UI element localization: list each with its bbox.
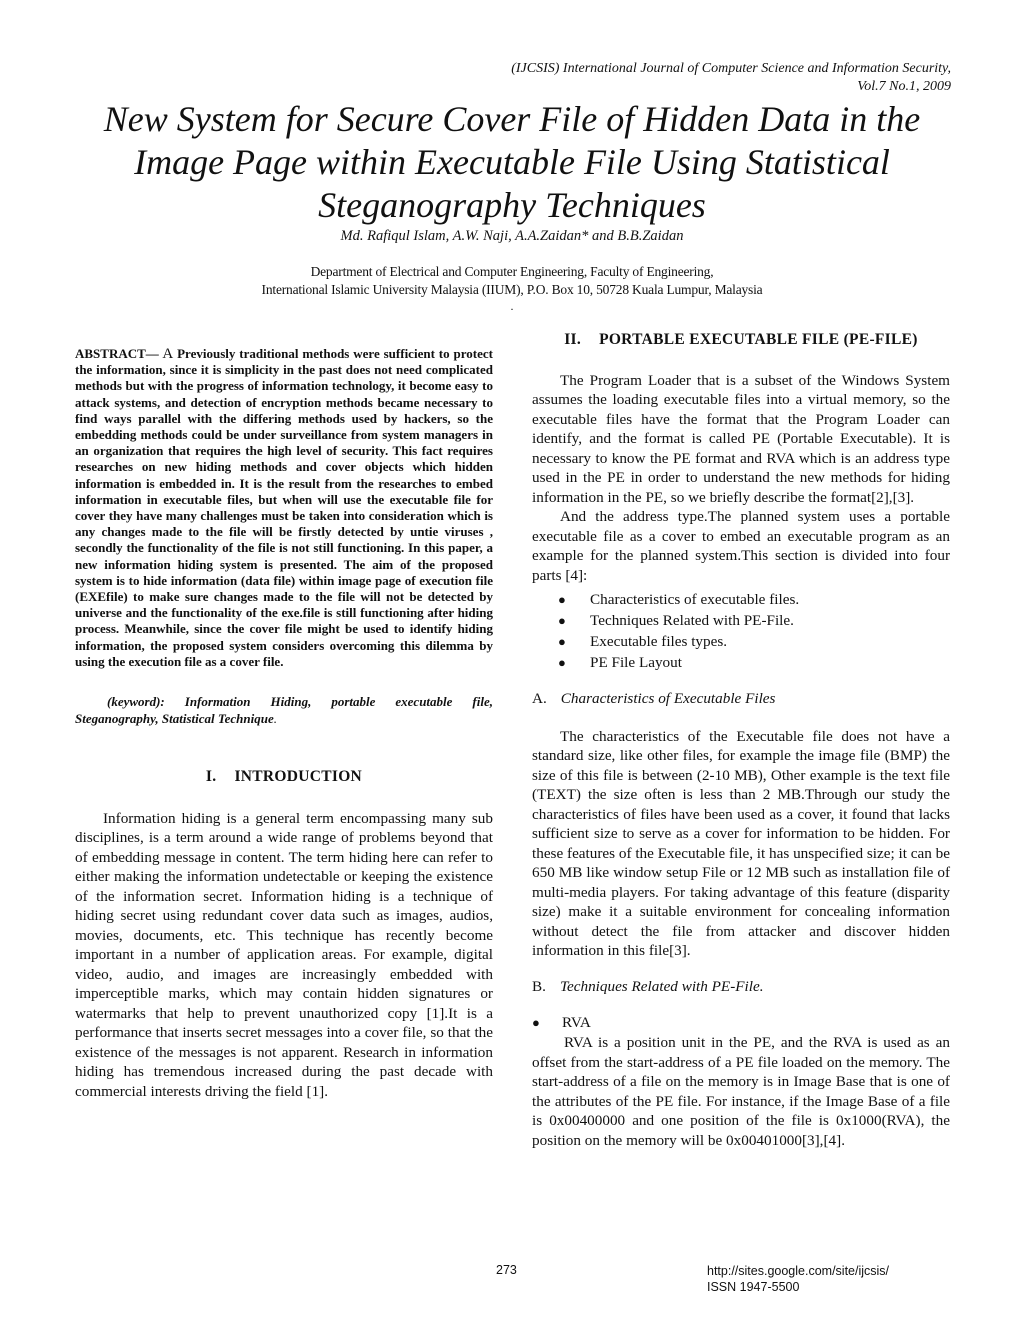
subsection-heading-a <box>532 689 950 709</box>
affiliation <box>60 263 964 299</box>
section-number: I. <box>205 768 217 786</box>
subsection-title: Characteristics of Executable Files <box>560 690 776 707</box>
pe-paragraph-2: And the address type.The planned system uses a portable executable file as a cover to embed an executable program as an example for the planned system.This section is divided into four parts [4]: <box>532 508 950 584</box>
rva-paragraph: RVA is a position unit in the PE, and the RVA is used as an offset from the start-address of a PE file loaded on the memory. The start-address of a file on the memory is in Image Base that is one of the attributes of the PE file. For instance, if the Image Base of a file is 0x00400000 and one position of the file is 0x1000(RVA), the position on the memory will be 0x00401000[3],[4]. <box>532 1034 950 1149</box>
subsection-letter: B. <box>532 977 546 995</box>
left-column <box>75 330 493 1101</box>
subsection-heading-b <box>532 977 950 997</box>
bullet-icon: ● <box>558 592 566 607</box>
abstract <box>75 346 493 670</box>
characteristics-paragraph: The characteristics of the Executable file does not have a standard size, like other files, for example the image file (BMP) the size of this file is between (2-10 MB), Other example is the text file (TEXT) the size often is less than 2 MB.Through our study the characteristics of files have been used as a cover, it found that lacks sufficient size to serve as a cover for information to be hidden. For these features of the Executable file, it has unspecified size; it can be 650 MB like window setup File or 12 MB such as installation file of multi-media players. For taking advantage of this feature (disparity size) make it a suitable environment for concealing information without detect the file from attacker and discover hidden information in this file[3]. <box>532 727 950 959</box>
page-number: 273 <box>496 1263 517 1277</box>
list-item-text: Techniques Related with PE-File. <box>590 612 794 629</box>
right-column <box>532 330 950 1150</box>
affiliation-dot: . <box>510 299 514 313</box>
authors: Md. Rafiqul Islam, A.W. Naji, A.A.Zaidan* and B.B.Zaidan <box>340 228 684 244</box>
abstract-first-letter: A <box>158 346 174 362</box>
subsection-letter: A. <box>532 690 547 707</box>
keywords-end: . <box>273 710 278 726</box>
list-item-text: RVA <box>562 1014 591 1031</box>
subsection-title: Techniques Related with PE-File. <box>559 977 764 995</box>
journal-url[interactable]: http://sites.google.com/site/ijcsis/ <box>707 1264 890 1278</box>
list-item <box>532 610 950 631</box>
list-item <box>532 1012 950 1033</box>
pe-parts-list <box>532 589 950 673</box>
affiliation-line-1: Department of Electrical and Computer Engineering, Faculty of Engineering, <box>310 264 714 279</box>
list-item <box>532 652 950 673</box>
abstract-label: ABSTRACT— <box>75 346 159 361</box>
keywords-text: Information Hiding, portable executable file, Steganography, Statistical Technique <box>75 694 493 726</box>
paper-title: New System for Secure Cover File of Hidden Data in the Image Page within Executable File Using Statistical Steganography Techniques <box>103 99 921 225</box>
list-item <box>532 631 950 652</box>
techniques-list <box>532 1012 950 1033</box>
bullet-icon: ● <box>558 634 566 649</box>
section-number: II. <box>564 331 582 348</box>
journal-volume: Vol.7 No.1, 2009 <box>857 79 951 94</box>
journal-header <box>311 60 951 96</box>
section-title: PORTABLE EXECUTABLE FILE (PE-FILE) <box>599 331 918 348</box>
issn: ISSN 1947-5500 <box>707 1280 800 1294</box>
bullet-icon: ● <box>532 1015 540 1030</box>
list-item-text: Characteristics of executable files. <box>590 591 800 608</box>
keywords <box>75 694 493 727</box>
journal-name: (IJCSIS) International Journal of Computer Science and Information Security, <box>511 61 951 76</box>
intro-paragraph: Information hiding is a general term encompassing many sub disciplines, is a term around a wide range of problems beyond that of embedding message in content. The term hiding here can refer to either making the information undetectable or keeping the existence of the information secret. Information hiding is a technique of hiding secret using redundant cover data such as images, audios, movies, documents, etc. This technique has recently become important in a number of application areas. For example, digital video, audio, and images are increasingly embedded with imperceptible marks, which may contain hidden signatures or watermarks that help to prevent unauthorized copy [1].It is a performance that inserts secret messages into a cover file, so that the existence of the messages is not apparent. Research in information hiding has tremendous increased during the past decade with commercial interests driving the field [1]. <box>75 809 493 1100</box>
pe-paragraph-1: The Program Loader that is a subset of the Windows System assumes the loading executable files into a virtual memory, so the executable files have the format that the Program Loader can identify, and the format is called PE (Portable Executable). It is necessary to know the PE format and RVA which is an address type used in the PE in order to understand the new methods for hiding information in the PE, so we briefly describe the format[2],[3]. <box>532 371 950 506</box>
section-heading-introduction <box>75 767 493 787</box>
bullet-icon: ● <box>558 613 566 628</box>
abstract-text: Previously traditional methods were sufficient to protect the information, since it is simplicity in the past does not need complicated methods but with the progress of information technology, it become easy to attack systems, and detection of encryption methods became necessary to find ways parallel with the differing methods used by hackers, so the embedding methods could be under surveillance from system managers in an organization that requires the high level of security. This fact requires researches on new hiding methods and cover objects which hidden information is embedded in. It is the result from the researches to embed information in executable files, but when will use the executable file for cover they have many challenges must be taken into consideration which is any changes made to the file will be firstly detected by untie viruses , secondly the functionality of the file is not still functioning. In this paper, a new information hiding system is presented. The aim of the proposed system is to hide information (data file) within image page of execution file (EXEfile) to make sure changes made to the file will not be detected by universe and the functionality of the exe.file is still functioning after hiding process. Meanwhile, since the cover file might be used to identify hiding information, the proposed system considers overcoming this dilemma by using the execution file as a cover file. <box>75 346 493 669</box>
section-title: INTRODUCTION <box>234 768 363 786</box>
affiliation-line-2: International Islamic University Malaysia (IIUM), P.O. Box 10, 50728 Kuala Lumpur, Malaysia <box>261 282 763 297</box>
list-item-text: PE File Layout <box>590 654 682 671</box>
keywords-label: (keyword): <box>107 694 165 710</box>
section-heading-pe-file <box>532 330 950 350</box>
list-item <box>532 589 950 610</box>
bullet-icon: ● <box>558 655 566 670</box>
list-item-text: Executable files types. <box>590 633 728 650</box>
footer-info <box>707 1263 889 1295</box>
